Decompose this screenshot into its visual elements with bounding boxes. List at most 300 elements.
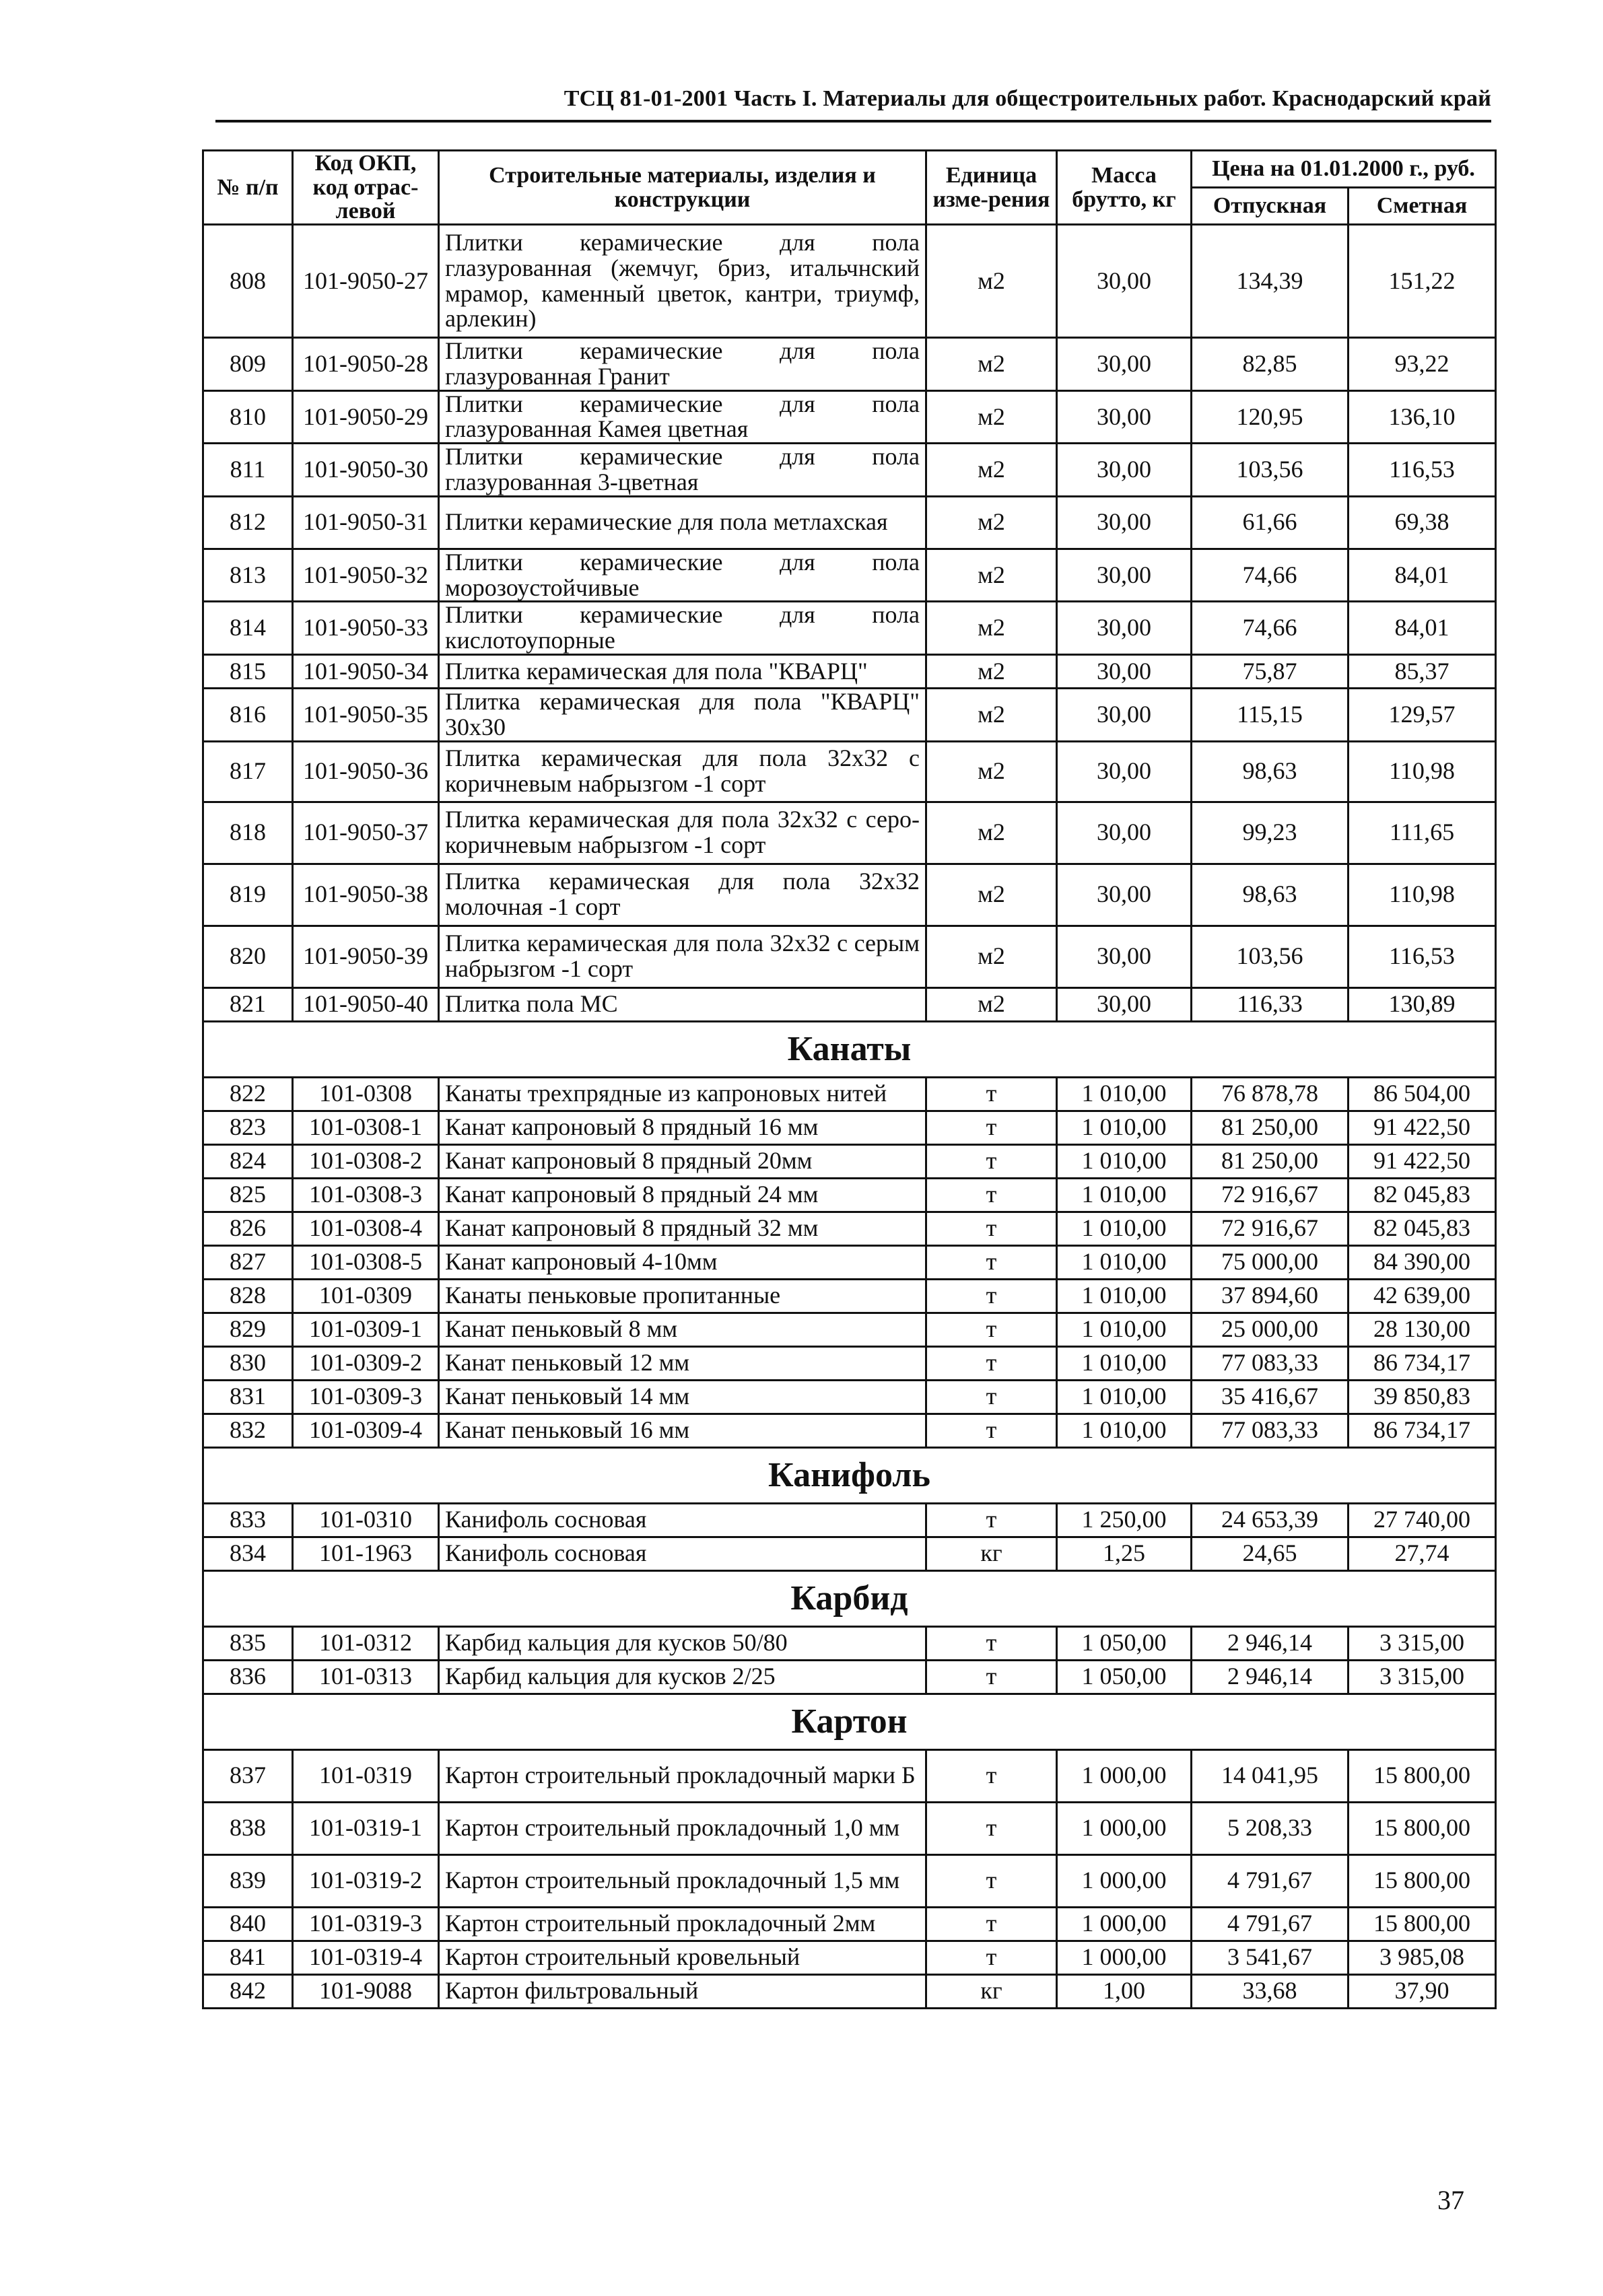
row-release-price: 4 791,67 [1192,1907,1349,1941]
row-release-price: 61,66 [1192,496,1349,549]
table-row [203,1245,1496,1279]
row-mass: 1,25 [1057,1537,1192,1570]
row-code: 101-0308-1 [293,1111,439,1144]
table-row [203,1854,1496,1907]
row-unit: м2 [926,802,1057,864]
row-code: 101-1963 [293,1537,439,1570]
row-unit: т [926,1414,1057,1447]
row-mass: 1 010,00 [1057,1178,1192,1212]
table-row [203,496,1496,549]
row-estimate-price: 42 639,00 [1349,1279,1496,1313]
table-row [203,390,1496,444]
section-title: Канаты [203,1021,1496,1077]
table-row [203,655,1496,689]
row-code: 101-0308-2 [293,1144,439,1178]
row-estimate-price: 84,01 [1349,602,1496,655]
row-estimate-price: 116,53 [1349,444,1496,497]
section-row [203,1447,1496,1503]
row-estimate-price: 37,90 [1349,1974,1496,2008]
row-release-price: 75,87 [1192,655,1349,689]
row-mass: 1 010,00 [1057,1144,1192,1178]
row-estimate-price: 130,89 [1349,987,1496,1021]
table-row [203,1503,1496,1537]
row-num: 823 [203,1111,293,1144]
row-mass: 1 010,00 [1057,1346,1192,1380]
row-estimate-price: 116,53 [1349,926,1496,987]
row-name: Плитки керамические для пола морозоустойчивые [439,549,926,602]
row-estimate-price: 84 390,00 [1349,1245,1496,1279]
row-release-price: 72 916,67 [1192,1212,1349,1245]
row-release-price: 72 916,67 [1192,1178,1349,1212]
table-row [203,1144,1496,1178]
row-code: 101-0312 [293,1626,439,1660]
row-unit: т [926,1279,1057,1313]
row-estimate-price: 27 740,00 [1349,1503,1496,1537]
row-name: Картон строительный прокладочный 2мм [439,1907,926,1941]
row-num: 808 [203,225,293,338]
row-estimate-price: 91 422,50 [1349,1111,1496,1144]
row-unit: м2 [926,926,1057,987]
table-row [203,1380,1496,1414]
row-mass: 1 050,00 [1057,1660,1192,1694]
row-unit: м2 [926,549,1057,602]
row-estimate-price: 86 734,17 [1349,1414,1496,1447]
row-num: 837 [203,1749,293,1802]
row-mass: 30,00 [1057,549,1192,602]
row-num: 821 [203,987,293,1021]
row-estimate-price: 3 985,08 [1349,1941,1496,1974]
row-unit: т [926,1245,1057,1279]
row-mass: 1 000,00 [1057,1749,1192,1802]
table-row [203,1660,1496,1694]
section-title: Картон [203,1694,1496,1749]
col-header-unit: Единица изме-рения [926,151,1057,225]
col-header-code: Код ОКП, код отрас-левой [293,151,439,225]
row-estimate-price: 39 850,83 [1349,1380,1496,1414]
row-code: 101-9050-29 [293,390,439,444]
section-row [203,1570,1496,1626]
row-mass: 30,00 [1057,602,1192,655]
row-estimate-price: 129,57 [1349,689,1496,742]
row-name: Картон строительный прокладочный 1,0 мм [439,1802,926,1854]
row-code: 101-9050-30 [293,444,439,497]
row-release-price: 4 791,67 [1192,1854,1349,1907]
table-row [203,1346,1496,1380]
row-release-price: 14 041,95 [1192,1749,1349,1802]
table-row [203,689,1496,742]
row-estimate-price: 15 800,00 [1349,1907,1496,1941]
row-release-price: 33,68 [1192,1974,1349,2008]
row-num: 825 [203,1178,293,1212]
row-name: Плитка керамическая для пола 32х32 с серым набрызгом -1 сорт [439,926,926,987]
row-unit: м2 [926,225,1057,338]
row-code: 101-9050-32 [293,549,439,602]
row-release-price: 77 083,33 [1192,1346,1349,1380]
row-estimate-price: 82 045,83 [1349,1212,1496,1245]
row-name: Плитки керамические для пола глазурованная (жемчуг, бриз, итальчнский мрамор, каменный цветок, кантри, триумф, арлекин) [439,225,926,338]
row-unit: т [926,1212,1057,1245]
row-name: Плитка керамическая для пола 32х32 с серо-коричневым набрызгом -1 сорт [439,802,926,864]
table-row [203,1178,1496,1212]
row-code: 101-9050-38 [293,864,439,926]
row-release-price: 103,56 [1192,444,1349,497]
table-row [203,1279,1496,1313]
table-row [203,1111,1496,1144]
table-row [203,1626,1496,1660]
row-num: 832 [203,1414,293,1447]
row-num: 836 [203,1660,293,1694]
row-mass: 1 010,00 [1057,1279,1192,1313]
row-num: 824 [203,1144,293,1178]
row-estimate-price: 110,98 [1349,741,1496,802]
row-code: 101-0319-4 [293,1941,439,1974]
row-code: 101-0309-3 [293,1380,439,1414]
row-mass: 1 250,00 [1057,1503,1192,1537]
row-mass: 1 010,00 [1057,1380,1192,1414]
materials-price-table [202,149,1497,2009]
row-num: 830 [203,1346,293,1380]
row-unit: т [926,1626,1057,1660]
row-name: Плитки керамические для пола метлахская [439,496,926,549]
page-number: 37 [1437,2185,1464,2215]
row-code: 101-0309-2 [293,1346,439,1380]
row-estimate-price: 91 422,50 [1349,1144,1496,1178]
table-row [203,864,1496,926]
table-row [203,549,1496,602]
row-mass: 30,00 [1057,741,1192,802]
row-num: 829 [203,1313,293,1346]
row-release-price: 76 878,78 [1192,1077,1349,1111]
row-estimate-price: 15 800,00 [1349,1854,1496,1907]
row-mass: 30,00 [1057,926,1192,987]
row-code: 101-9050-28 [293,338,439,391]
row-name: Плитки керамические для пола глазурованная Гранит [439,338,926,391]
row-release-price: 37 894,60 [1192,1279,1349,1313]
row-num: 812 [203,496,293,549]
row-unit: т [926,1178,1057,1212]
row-name: Картон строительный прокладочный 1,5 мм [439,1854,926,1907]
row-estimate-price: 151,22 [1349,225,1496,338]
table-row [203,1077,1496,1111]
row-estimate-price: 69,38 [1349,496,1496,549]
row-code: 101-9088 [293,1974,439,2008]
row-code: 101-9050-37 [293,802,439,864]
row-code: 101-0319-3 [293,1907,439,1941]
row-release-price: 98,63 [1192,864,1349,926]
row-code: 101-0310 [293,1503,439,1537]
row-release-price: 81 250,00 [1192,1111,1349,1144]
row-unit: м2 [926,390,1057,444]
row-mass: 1 000,00 [1057,1854,1192,1907]
row-name: Канат пеньковый 8 мм [439,1313,926,1346]
row-release-price: 25 000,00 [1192,1313,1349,1346]
row-name: Канифоль сосновая [439,1537,926,1570]
row-name: Канат капроновый 8 прядный 20мм [439,1144,926,1178]
table-row [203,1212,1496,1245]
row-mass: 1 000,00 [1057,1802,1192,1854]
row-estimate-price: 93,22 [1349,338,1496,391]
row-estimate-price: 3 315,00 [1349,1660,1496,1694]
row-num: 822 [203,1077,293,1111]
row-unit: м2 [926,496,1057,549]
row-num: 817 [203,741,293,802]
row-name: Плитка керамическая для пола 32х32 молочная -1 сорт [439,864,926,926]
row-code: 101-0319-2 [293,1854,439,1907]
table-row [203,741,1496,802]
row-release-price: 120,95 [1192,390,1349,444]
section-row [203,1694,1496,1749]
row-code: 101-0319 [293,1749,439,1802]
row-release-price: 3 541,67 [1192,1941,1349,1974]
row-mass: 1 010,00 [1057,1111,1192,1144]
row-unit: т [926,1660,1057,1694]
row-name: Канаты пеньковые пропитанные [439,1279,926,1313]
table-row [203,926,1496,987]
row-code: 101-0313 [293,1660,439,1694]
row-code: 101-9050-35 [293,689,439,742]
section-row [203,1021,1496,1077]
table-row [203,444,1496,497]
row-release-price: 82,85 [1192,338,1349,391]
row-name: Картон фильтровальный [439,1974,926,2008]
row-num: 835 [203,1626,293,1660]
row-num: 816 [203,689,293,742]
row-mass: 30,00 [1057,338,1192,391]
row-unit: кг [926,1974,1057,2008]
row-mass: 1 000,00 [1057,1907,1192,1941]
row-code: 101-0309-4 [293,1414,439,1447]
row-release-price: 81 250,00 [1192,1144,1349,1178]
row-mass: 1 000,00 [1057,1941,1192,1974]
row-estimate-price: 86 734,17 [1349,1346,1496,1380]
row-code: 101-0319-1 [293,1802,439,1854]
row-estimate-price: 110,98 [1349,864,1496,926]
row-release-price: 98,63 [1192,741,1349,802]
col-header-price: Цена на 01.01.2000 г., руб. [1192,151,1496,188]
row-release-price: 24 653,39 [1192,1503,1349,1537]
row-num: 809 [203,338,293,391]
row-estimate-price: 84,01 [1349,549,1496,602]
row-unit: м2 [926,444,1057,497]
row-code: 101-0308-5 [293,1245,439,1279]
row-num: 811 [203,444,293,497]
row-num: 813 [203,549,293,602]
row-unit: м2 [926,689,1057,742]
table-row [203,802,1496,864]
row-num: 834 [203,1537,293,1570]
row-num: 815 [203,655,293,689]
col-header-estimate-price: Сметная [1349,188,1496,225]
row-unit: т [926,1907,1057,1941]
page-header-title: ТСЦ 81-01-2001 Часть I. Материалы для общестроительных работ. Краснодарский край [564,86,1491,111]
row-mass: 1,00 [1057,1974,1192,2008]
row-unit: м2 [926,655,1057,689]
row-num: 840 [203,1907,293,1941]
row-release-price: 35 416,67 [1192,1380,1349,1414]
table-row [203,225,1496,338]
row-code: 101-9050-40 [293,987,439,1021]
row-estimate-price: 85,37 [1349,655,1496,689]
table-row [203,602,1496,655]
row-name: Плитка керамическая для пола "КВАРЦ" 30х30 [439,689,926,742]
table-row [203,987,1496,1021]
row-estimate-price: 28 130,00 [1349,1313,1496,1346]
section-title: Канифоль [203,1447,1496,1503]
row-estimate-price: 86 504,00 [1349,1077,1496,1111]
row-name: Плитки керамические для пола глазурованная Камея цветная [439,390,926,444]
row-unit: т [926,1313,1057,1346]
row-num: 826 [203,1212,293,1245]
col-header-release-price: Отпускная [1192,188,1349,225]
table-body [203,225,1496,2009]
row-unit: м2 [926,338,1057,391]
row-code: 101-0309-1 [293,1313,439,1346]
row-code: 101-0309 [293,1279,439,1313]
row-code: 101-9050-39 [293,926,439,987]
row-mass: 30,00 [1057,444,1192,497]
col-header-name: Строительные материалы, изделия и конструкции [439,151,926,225]
row-estimate-price: 111,65 [1349,802,1496,864]
table-row [203,1974,1496,2008]
row-name: Карбид кальция для кусков 50/80 [439,1626,926,1660]
row-name: Канат капроновый 8 прядный 24 мм [439,1178,926,1212]
row-mass: 30,00 [1057,225,1192,338]
row-unit: м2 [926,602,1057,655]
row-num: 833 [203,1503,293,1537]
row-unit: м2 [926,864,1057,926]
row-release-price: 24,65 [1192,1537,1349,1570]
row-num: 828 [203,1279,293,1313]
row-release-price: 115,15 [1192,689,1349,742]
row-code: 101-9050-27 [293,225,439,338]
row-num: 820 [203,926,293,987]
row-mass: 30,00 [1057,689,1192,742]
row-num: 839 [203,1854,293,1907]
row-num: 841 [203,1941,293,1974]
row-mass: 30,00 [1057,655,1192,689]
row-unit: т [926,1144,1057,1178]
row-mass: 1 010,00 [1057,1077,1192,1111]
row-num: 818 [203,802,293,864]
row-name: Плитки керамические для пола глазурованная 3-цветная [439,444,926,497]
row-mass: 30,00 [1057,496,1192,549]
row-release-price: 74,66 [1192,602,1349,655]
row-name: Картон строительный прокладочный марки Б [439,1749,926,1802]
row-code: 101-0308-3 [293,1178,439,1212]
row-name: Плитка керамическая для пола 32х32 с коричневым набрызгом -1 сорт [439,741,926,802]
row-mass: 1 010,00 [1057,1313,1192,1346]
row-release-price: 2 946,14 [1192,1626,1349,1660]
row-release-price: 74,66 [1192,549,1349,602]
row-estimate-price: 15 800,00 [1349,1749,1496,1802]
row-unit: т [926,1802,1057,1854]
row-release-price: 134,39 [1192,225,1349,338]
row-name: Канаты трехпрядные из капроновых нитей [439,1077,926,1111]
row-release-price: 77 083,33 [1192,1414,1349,1447]
row-num: 810 [203,390,293,444]
col-header-mass: Масса брутто, кг [1057,151,1192,225]
table-row [203,1313,1496,1346]
row-mass: 30,00 [1057,987,1192,1021]
row-num: 827 [203,1245,293,1279]
row-estimate-price: 3 315,00 [1349,1626,1496,1660]
row-unit: кг [926,1537,1057,1570]
row-release-price: 116,33 [1192,987,1349,1021]
row-name: Плитки керамические для пола кислотоупорные [439,602,926,655]
row-mass: 1 050,00 [1057,1626,1192,1660]
row-num: 838 [203,1802,293,1854]
table-row [203,338,1496,391]
row-name: Плитка керамическая для пола "КВАРЦ" [439,655,926,689]
row-release-price: 5 208,33 [1192,1802,1349,1854]
table-row [203,1907,1496,1941]
row-num: 814 [203,602,293,655]
row-code: 101-0308-4 [293,1212,439,1245]
row-mass: 1 010,00 [1057,1245,1192,1279]
row-release-price: 2 946,14 [1192,1660,1349,1694]
row-name: Канат капроновый 4-10мм [439,1245,926,1279]
row-name: Канат пеньковый 12 мм [439,1346,926,1380]
row-unit: т [926,1380,1057,1414]
row-code: 101-9050-31 [293,496,439,549]
row-estimate-price: 15 800,00 [1349,1802,1496,1854]
row-release-price: 103,56 [1192,926,1349,987]
row-release-price: 99,23 [1192,802,1349,864]
row-unit: т [926,1077,1057,1111]
table-row [203,1749,1496,1802]
row-name: Канат пеньковый 14 мм [439,1380,926,1414]
row-name: Плитка пола МС [439,987,926,1021]
row-unit: м2 [926,741,1057,802]
row-unit: т [926,1111,1057,1144]
row-release-price: 75 000,00 [1192,1245,1349,1279]
row-unit: т [926,1346,1057,1380]
row-code: 101-0308 [293,1077,439,1111]
row-code: 101-9050-34 [293,655,439,689]
row-name: Канат пеньковый 16 мм [439,1414,926,1447]
row-num: 819 [203,864,293,926]
row-num: 831 [203,1380,293,1414]
row-mass: 30,00 [1057,802,1192,864]
row-mass: 30,00 [1057,864,1192,926]
table-row [203,1414,1496,1447]
header-rule [215,120,1491,123]
row-code: 101-9050-33 [293,602,439,655]
row-name: Канат капроновый 8 прядный 32 мм [439,1212,926,1245]
row-mass: 30,00 [1057,390,1192,444]
row-num: 842 [203,1974,293,2008]
row-name: Карбид кальция для кусков 2/25 [439,1660,926,1694]
row-unit: т [926,1503,1057,1537]
row-unit: т [926,1941,1057,1974]
row-unit: т [926,1854,1057,1907]
col-header-num: № п/п [203,151,293,225]
row-unit: м2 [926,987,1057,1021]
row-unit: т [926,1749,1057,1802]
row-code: 101-9050-36 [293,741,439,802]
row-mass: 1 010,00 [1057,1212,1192,1245]
table-row [203,1802,1496,1854]
row-estimate-price: 27,74 [1349,1537,1496,1570]
row-estimate-price: 82 045,83 [1349,1178,1496,1212]
section-title: Карбид [203,1570,1496,1626]
row-name: Картон строительный кровельный [439,1941,926,1974]
table-row [203,1537,1496,1570]
row-estimate-price: 136,10 [1349,390,1496,444]
row-mass: 1 010,00 [1057,1414,1192,1447]
table-row [203,1941,1496,1974]
row-name: Канат капроновый 8 прядный 16 мм [439,1111,926,1144]
